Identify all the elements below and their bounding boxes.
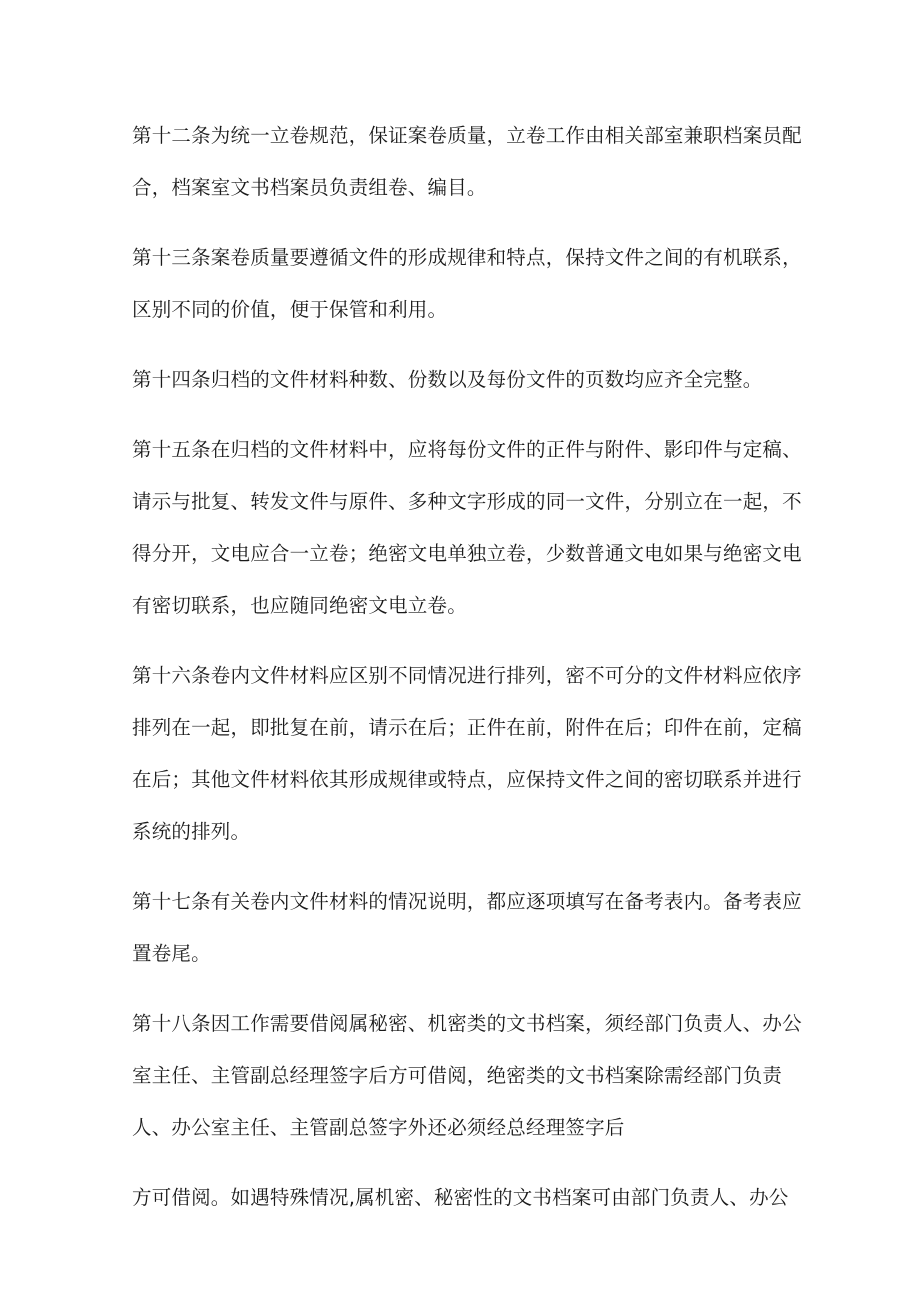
paragraph-article-17: 第十七条有关卷内文件材料的情况说明，都应逐项填写在备考表内。备考表应置卷尾。 <box>132 890 802 965</box>
paragraph-article-12: 第十二条为统一立卷规范，保证案卷质量，立卷工作由相关部室兼职档案员配合，档案室文书档案员负责组卷、编目。 <box>132 124 802 199</box>
document-body <box>132 110 802 1242</box>
paragraph-article-14: 第十四条归档的文件材料种数、份数以及每份文件的页数均应齐全完整。 <box>132 368 763 391</box>
paragraph-article-13: 第十三条案卷质量要遵循文件的形成规律和特点，保持文件之间的有机联系，区别不同的价值，便于保管和利用。 <box>132 246 802 321</box>
paragraph-article-18-continued: 方可借阅。如遇特殊情况,属机密、秘密性的文书档案可由部门负责人、办公 <box>132 1186 789 1209</box>
paragraph-article-15: 第十五条在归档的文件材料中，应将每份文件的正件与附件、影印件与定稿、请示与批复、转发文件与原件、多种文字形成的同一文件，分别立在一起，不得分开，文电应合一立卷；绝密文电单独立卷，少数普通文电如果与绝密文电有密切联系，也应随同绝密文电立卷。 <box>132 438 802 617</box>
paragraph-article-18: 第十八条因工作需要借阅属秘密、机密类的文书档案，须经部门负责人、办公室主任、主管副总经理签字后方可借阅，绝密类的文书档案除需经部门负责人、办公室主任、主管副总签字外还必须经总经理签字后 <box>132 1012 802 1139</box>
paragraph-article-16: 第十六条卷内文件材料应区别不同情况进行排列，密不可分的文件材料应依序排列在一起，即批复在前，请示在后；正件在前，附件在后；印件在前，定稿在后；其他文件材料依其形成规律或特点，应保持文件之间的密切联系并进行系统的排列。 <box>132 664 802 843</box>
